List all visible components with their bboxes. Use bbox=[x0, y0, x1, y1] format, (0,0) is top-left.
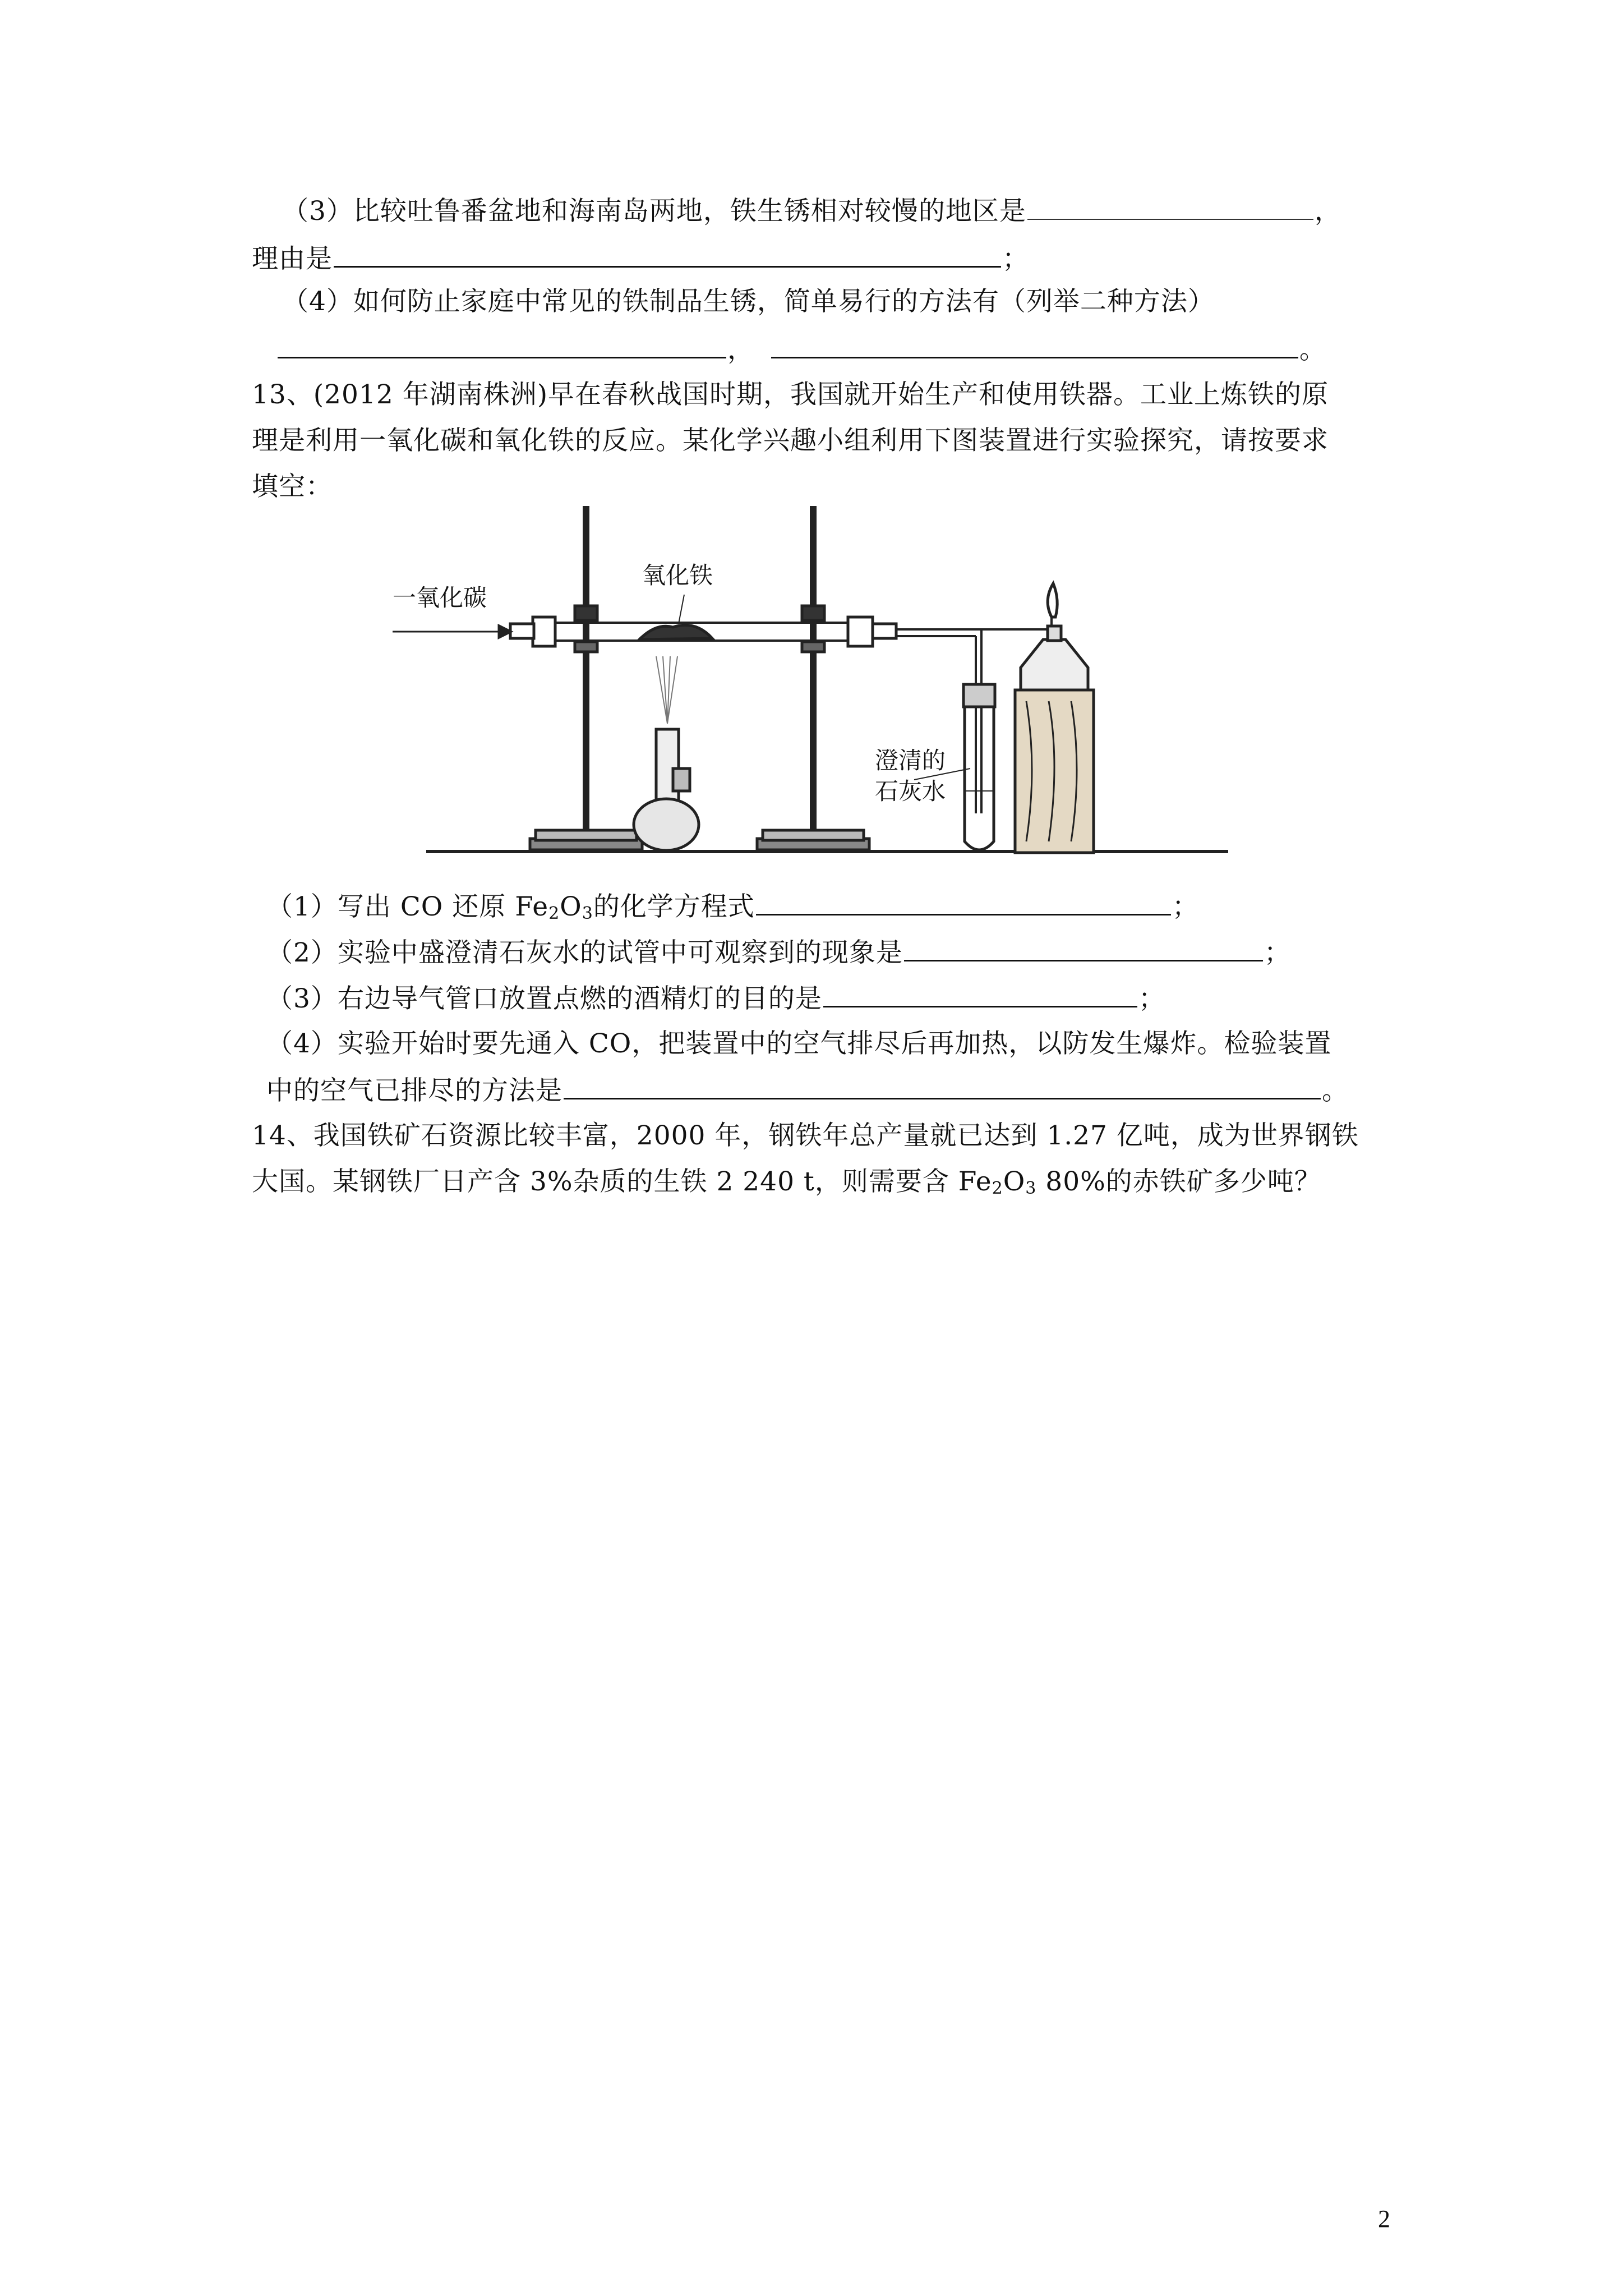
answer-blank[interactable] bbox=[771, 332, 1298, 358]
label-limewater-2: 石灰水 bbox=[875, 777, 946, 805]
answer-blank[interactable] bbox=[756, 889, 1171, 915]
page-number: 2 bbox=[1378, 2205, 1390, 2233]
q14-line1: 14、我国铁矿石资源比较丰富，2000 年，钢铁年总产量就已达到 1.27 亿吨，成为世界钢铁 bbox=[252, 1120, 1359, 1151]
q13-intro-line3: 填空： bbox=[252, 471, 333, 502]
answer-blank[interactable] bbox=[1027, 194, 1313, 220]
q13-sub4-line2: 中的空气已排尽的方法是 。 bbox=[266, 1073, 1349, 1108]
apparatus-figure bbox=[393, 499, 1245, 869]
q13-sub4-line1: （4）实验开始时要先通入 CO，把装置中的空气排尽后再加热，以防发生爆炸。检验装置 bbox=[266, 1028, 1332, 1059]
answer-blank[interactable] bbox=[823, 981, 1137, 1007]
q12-part3-line1: （3）比较吐鲁番盆地和海南岛两地，铁生锈相对较慢的地区是 ， bbox=[282, 194, 1341, 228]
answer-blank[interactable] bbox=[334, 241, 1001, 268]
answer-blank[interactable] bbox=[904, 935, 1263, 961]
q12-part4-line1: （4）如何防止家庭中常见的铁制品生锈，简单易行的方法有（列举二种方法） bbox=[282, 286, 1215, 317]
q13-sub3: （3）右边导气管口放置点燃的酒精灯的目的是 ； bbox=[266, 981, 1165, 1016]
label-limewater-1: 澄清的 bbox=[875, 747, 946, 774]
answer-blank[interactable] bbox=[278, 332, 726, 358]
q13-intro-line1: 13、(2012 年湖南株洲)早在春秋战国时期，我国就开始生产和使用铁器。工业上炼铁的原 bbox=[252, 379, 1329, 410]
answer-blank[interactable] bbox=[564, 1073, 1321, 1099]
q13-sub2: （2）实验中盛澄清石灰水的试管中可观察到的现象是 ； bbox=[266, 935, 1291, 970]
label-iron-oxide: 氧化铁 bbox=[642, 562, 713, 589]
q13-intro-line2: 理是利用一氧化碳和氧化铁的反应。某化学兴趣小组利用下图装置进行实验探究，请按要求 bbox=[252, 425, 1329, 456]
q12-part3-line2: 理由是 ； bbox=[252, 241, 1029, 276]
q12-part4-line2: ， 。 bbox=[276, 332, 1326, 367]
q13-sub1: （1）写出 CO 还原 $Fe_2O_3$的化学方程式 ； bbox=[266, 889, 1199, 931]
q14-line2: 大国。某钢铁厂日产含 3%杂质的生铁 2 240 t，则需要含 $Fe_2O_3$ 80%的赤铁矿多少吨？ bbox=[252, 1166, 1321, 1198]
label-carbon-monoxide: 一氧化碳 bbox=[393, 584, 487, 611]
